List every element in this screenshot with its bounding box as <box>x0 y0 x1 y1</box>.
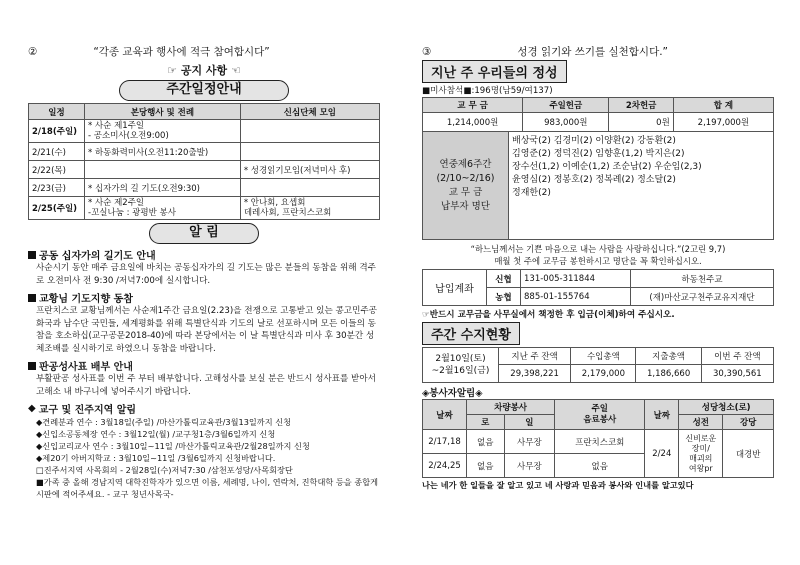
offering-value: 0원 <box>609 113 673 132</box>
notice-section <box>28 401 380 500</box>
schedule-date: 2/22(목) <box>29 161 85 179</box>
service-header-cleaning: 성당청소(로) <box>679 400 774 415</box>
schedule-table <box>28 103 380 220</box>
cleaning-hall: 신비로운 장미/ 매괴의 여왕pr <box>679 430 723 478</box>
schedule-group <box>240 143 379 161</box>
account-note: ☞반드시 교무금을 사무실에서 책정한 후 입금(이체)하여 주십시오. <box>422 310 675 320</box>
right-header-text: 성경 읽기와 쓰기를 실천합시다.” <box>517 46 668 58</box>
finance-period: 2월10일(토) ~2월16일(금) <box>423 348 499 383</box>
service-cell: 프란치스코회 <box>555 430 645 454</box>
right-header <box>422 44 668 59</box>
service-subheader: 일 <box>504 415 555 430</box>
offering-title: 지난 주 우리들의 정성 <box>422 60 567 83</box>
cleaning-date: 2/24 <box>645 430 679 478</box>
schedule-group <box>240 120 379 143</box>
account-bank: 신협 <box>487 270 521 288</box>
section-title: 공동 십자가의 길기도 안내 <box>39 251 156 262</box>
schedule-header-event: 본당행사 및 전례 <box>85 104 241 120</box>
table-row <box>29 120 380 143</box>
offering-header: 주일헌금 <box>523 98 609 113</box>
left-header-text: “각종 교육과 행사에 적극 참여합시다” <box>93 46 270 58</box>
donor-label: 연중제6주간 (2/10~2/16) 교 무 금 납부자 명단 <box>423 132 509 240</box>
finance-header: 지난 주 잔액 <box>499 348 571 365</box>
schedule-header-group: 신심단체 모임 <box>240 104 379 120</box>
alim-title: 알 림 <box>149 223 259 244</box>
section-body: ◆견례분과 연수 : 3월18일(주일) /마산가톨릭교육관/3월13일까지 신청 ◆신입소공동체장 연수 : 3월12일(월) /교구청1층/3월6일까지 신청 ◆신입교리교사 연수 : 3월10일~11일 /마산가톨릭교육관/2월28일까지 신청 ◆제20기 아버지학교 : 3월10일~11일 /3월6일까지 신청바랍니다. □진주서지역 사목회의 - 2월28일(수)저녁7:30 /삼천포성당/사목회장단 ■가족 중 올해 경남지역 대학진학자가 있으면 이름, 세례명, 나이, 연락처, 진학대학 등을 종합게시판에 적어주세요. - 교구 청년사목국- <box>36 417 379 499</box>
offering-header: 교 무 금 <box>423 98 523 113</box>
offering-header: 합 계 <box>673 98 773 113</box>
section-body: 사순시기 동안 매주 금요일에 바치는 공동십자가의 길 기도는 많은 분들의 동참을 위해 격주로 오전미사 전 9:30 /저녁7:00에 실시합니다. <box>36 263 376 286</box>
service-subheader: 강당 <box>723 415 774 430</box>
account-number: 131-005-311844 <box>521 270 631 288</box>
account-bank: 농협 <box>487 288 521 306</box>
notice-section <box>28 247 380 287</box>
schedule-event: * 사순 제1주일 - 공소미사(오전9:00) <box>85 120 241 143</box>
table-row <box>29 161 380 179</box>
offering-value: 1,214,000원 <box>423 113 523 132</box>
section-body: 부활판공 성사표를 이번 주 부터 배부합니다. 고해성사를 보실 분은 반드시 성사표를 받아서 고해소 내 바구니에 넣어주시기 바랍니다. <box>36 374 376 397</box>
bullet-square-icon <box>28 294 36 302</box>
left-header <box>28 44 270 59</box>
service-header-date: 날짜 <box>423 400 467 430</box>
table-row <box>29 179 380 197</box>
schedule-date: 2/23(금) <box>29 179 85 197</box>
service-cell: 사무장 <box>504 430 555 454</box>
account-number: 885-01-155764 <box>521 288 631 306</box>
section-title: 교황님 기도지향 동참 <box>39 294 133 305</box>
offering-quote: “하느님께서는 기쁜 마음으로 내는 사람을 사랑하십니다.”(2고린 9,7) 매월 첫 주에 교무금 봉헌하시고 명단을 꼭 확인하십시오. <box>470 244 726 266</box>
schedule-title: 주간일정안내 <box>119 80 289 101</box>
service-header-choir: 주일 음료봉사 <box>555 400 645 430</box>
schedule-group: * 안나회, 요셉회 데레사회, 프란치스코회 <box>240 197 379 220</box>
schedule-date: 2/21(수) <box>29 143 85 161</box>
account-holder: 하동천주교 <box>631 270 774 288</box>
service-table <box>422 399 774 478</box>
attendance: ■미사참석■:196명(남59/여137) <box>422 86 553 96</box>
schedule-date: 2/25(주일) <box>29 197 85 220</box>
section-title: 판공성사표 배부 안내 <box>39 362 133 373</box>
service-subheader: 로 <box>467 415 505 430</box>
donor-table <box>422 131 774 240</box>
service-cell: 없음 <box>467 430 505 454</box>
schedule-header-date: 일정 <box>29 104 85 120</box>
schedule-event: * 사순 제2주일 -꼬실나눔 : 광평반 봉사 <box>85 197 241 220</box>
finance-header: 이번 주 잔액 <box>701 348 773 365</box>
schedule-event: * 하동화력미사(오전11:20출발) <box>85 143 241 161</box>
section-body: 프란치스코 교황님께서는 사순제1주간 금요일(2.23)을 전쟁으로 고통받고 있는 콩고민주공화국과 남수단 국민들, 세계평화를 위해 특별단식과 기도의 날로 선포하시며 모든 이들의 동참을 호소하십(교구공문2018-40)에 따라 본당에서는 이 날 특별단식과 미사 후 30분간 성체조배를 실시하기로 하였으니 동참을 바랍니다. <box>36 306 377 354</box>
finance-header: 지출총액 <box>636 348 701 365</box>
finance-title: 주간 수지현황 <box>422 322 520 345</box>
notice-section <box>28 358 380 398</box>
service-header-date2: 날짜 <box>645 400 679 430</box>
finance-table <box>422 347 774 383</box>
schedule-group <box>240 179 379 197</box>
service-date: 2/24,25 <box>423 454 467 478</box>
donor-list: 배상국(2) 김경미(2) 이양환(2) 강동환(2) 김영준(2) 정덕진(2) 임향훈(1,2) 박지은(2) 장수선(1,2) 이예순(1,2) 조순남(2) 우순임(2,3) 윤영심(2) 정봉호(2) 정복례(2) 정소달(2) 정재한(2) <box>509 132 774 240</box>
service-cell: 없음 <box>555 454 645 478</box>
offering-value: 983,000원 <box>523 113 609 132</box>
table-row <box>29 197 380 220</box>
finance-value: 1,186,660 <box>636 365 701 383</box>
section-title: 교구 및 진주지역 알림 <box>38 405 137 416</box>
service-header-vehicle: 차량봉사 <box>467 400 555 415</box>
finance-value: 30,390,561 <box>701 365 773 383</box>
bullet-square-icon <box>28 251 36 259</box>
finance-value: 2,179,000 <box>571 365 636 383</box>
service-cell: 없음 <box>467 454 505 478</box>
offering-value: 2,197,000원 <box>673 113 773 132</box>
service-date: 2/17,18 <box>423 430 467 454</box>
schedule-event <box>85 161 241 179</box>
service-title: ◈봉사자알림◈ <box>422 388 483 399</box>
finance-value: 29,398,221 <box>499 365 571 383</box>
table-row <box>29 143 380 161</box>
service-subheader: 성전 <box>679 415 723 430</box>
footer-verse: 나는 네가 한 일들을 잘 알고 있고 네 사랑과 믿음과 봉사와 인내를 알고있다 <box>422 480 694 490</box>
account-label: 납입계좌 <box>423 270 487 306</box>
notice-section <box>28 290 380 355</box>
page-number: ② <box>28 46 38 58</box>
page-number: ③ <box>422 46 432 58</box>
schedule-group: * 성경읽기모임(저녁미사 후) <box>240 161 379 179</box>
account-holder: (재)마산교구천주교유지재단 <box>631 288 774 306</box>
bullet-square-icon <box>28 362 36 370</box>
cleaning-lecture: 대경반 <box>723 430 774 478</box>
service-cell: 사무장 <box>504 454 555 478</box>
offering-table <box>422 97 774 132</box>
offering-header: 2차헌금 <box>609 98 673 113</box>
schedule-event: * 십자가의 길 기도(오전9:30) <box>85 179 241 197</box>
notice-banner: ☞ 공지 사항 ☜ <box>167 64 241 77</box>
diamond-icon: ◆ <box>28 403 36 414</box>
schedule-date: 2/18(주일) <box>29 120 85 143</box>
account-table <box>422 269 774 306</box>
finance-header: 수입총액 <box>571 348 636 365</box>
table-row <box>423 430 774 454</box>
